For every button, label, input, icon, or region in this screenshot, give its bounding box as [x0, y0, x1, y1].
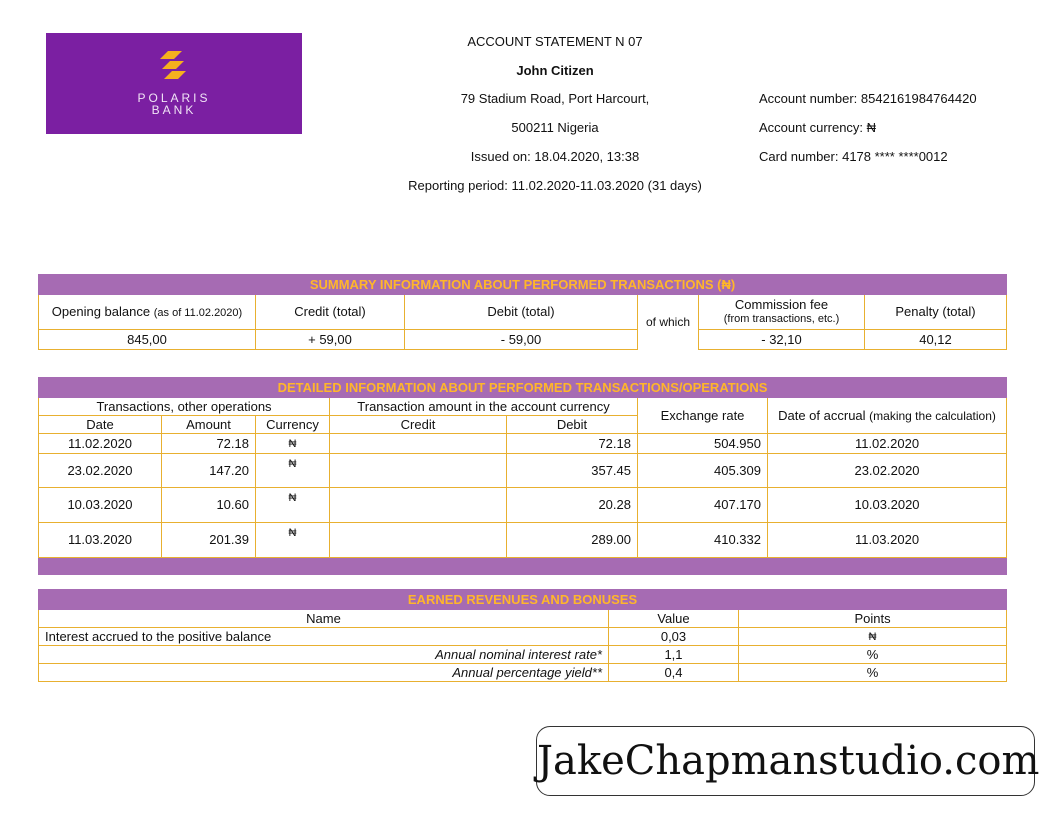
- row-credit: [330, 454, 507, 488]
- watermark-box: [536, 726, 1040, 796]
- row-credit: [330, 488, 507, 523]
- table-row: [39, 454, 1007, 488]
- earned-row-points: %: [739, 646, 1007, 664]
- row-debit: 72.18: [507, 434, 638, 454]
- earned-title: EARNED REVENUES AND BONUSES: [39, 590, 1007, 610]
- row-amount: 147.20: [162, 454, 256, 488]
- earned-row-value: 0,03: [609, 628, 739, 646]
- row-currency: ₦: [256, 523, 330, 558]
- row-currency: ₦: [256, 434, 330, 454]
- row-currency: ₦: [256, 454, 330, 488]
- exchange-rate-header: Exchange rate: [638, 398, 768, 434]
- reporting-period: Reporting period: 11.02.2020-11.03.2020 (31 days): [408, 178, 702, 193]
- col-value-header: Value: [609, 610, 739, 628]
- statement-title: ACCOUNT STATEMENT N 07: [467, 34, 643, 49]
- detailed-table: [38, 377, 1007, 575]
- opening-balance-value: 845,00: [39, 330, 256, 350]
- address-line2: 500211 Nigeria: [511, 120, 599, 135]
- table-row: [39, 628, 1007, 646]
- commission-label: Commission fee: [734, 297, 829, 312]
- earned-row-name: Annual nominal interest rate*: [39, 646, 609, 664]
- date-accrual-note: (making the calculation): [869, 408, 996, 423]
- earned-table: [38, 589, 1007, 682]
- row-accrual: 10.03.2020: [768, 488, 1007, 523]
- row-date: 11.02.2020: [39, 434, 162, 454]
- date-accrual-label: Date of accrual: [778, 407, 866, 423]
- ops-group-header: Transactions, other operations: [39, 398, 330, 416]
- col-currency-header: Currency: [256, 416, 330, 434]
- earned-row-name: Interest accrued to the positive balance: [39, 628, 609, 646]
- row-accrual: 11.03.2020: [768, 523, 1007, 558]
- row-credit: [330, 434, 507, 454]
- row-accrual: 11.02.2020: [768, 434, 1007, 454]
- col-date-header: Date: [39, 416, 162, 434]
- row-debit: 20.28: [507, 488, 638, 523]
- row-accrual: 23.02.2020: [768, 454, 1007, 488]
- commission-value: - 32,10: [699, 330, 865, 350]
- logo-text-line2: BANK: [151, 103, 197, 117]
- table-row: [39, 488, 1007, 523]
- of-which-label: of which: [645, 315, 691, 330]
- commission-header: [699, 295, 865, 330]
- detailed-title: DETAILED INFORMATION ABOUT PERFORMED TRANSACTIONS/OPERATIONS: [39, 378, 1007, 398]
- of-which-cell: [638, 295, 699, 350]
- opening-balance-label: Opening balance: [51, 303, 151, 319]
- opening-balance-header: [39, 295, 256, 330]
- row-rate: 410.332: [638, 523, 768, 558]
- penalty-value: 40,12: [865, 330, 1007, 350]
- earned-row-value: 1,1: [609, 646, 739, 664]
- debit-total-header: Debit (total): [405, 295, 638, 330]
- earned-row-name: Annual percentage yield**: [39, 664, 609, 682]
- penalty-header: Penalty (total): [865, 295, 1007, 330]
- credit-total-value: + 59,00: [256, 330, 405, 350]
- earned-row-points: ₦: [739, 628, 1007, 646]
- bank-logo: [46, 33, 302, 134]
- row-rate: 405.309: [638, 454, 768, 488]
- amount-group-header: Transaction amount in the account currency: [330, 398, 638, 416]
- table-row: [39, 646, 1007, 664]
- detailed-footer-bar: [39, 558, 1007, 575]
- logo-text-line1: POLARIS: [137, 91, 211, 105]
- row-date: 23.02.2020: [39, 454, 162, 488]
- row-amount: 10.60: [162, 488, 256, 523]
- commission-note: (from transactions, etc.): [723, 313, 840, 325]
- row-rate: 504.950: [638, 434, 768, 454]
- row-debit: 289.00: [507, 523, 638, 558]
- account-currency: Account currency: ₦: [759, 120, 877, 135]
- opening-balance-note: (as of 11.02.2020): [153, 306, 243, 319]
- row-date: 10.03.2020: [39, 488, 162, 523]
- row-date: 11.03.2020: [39, 523, 162, 558]
- credit-total-header: Credit (total): [256, 295, 405, 330]
- row-rate: 407.170: [638, 488, 768, 523]
- issued-on: Issued on: 18.04.2020, 13:38: [470, 149, 640, 164]
- date-accrual-header: [768, 398, 1007, 434]
- customer-name: John Citizen: [516, 63, 594, 78]
- row-currency: ₦: [256, 488, 330, 523]
- summary-title: SUMMARY INFORMATION ABOUT PERFORMED TRANSACTIONS (₦): [39, 275, 1007, 295]
- earned-row-value: 0,4: [609, 664, 739, 682]
- col-name-header: Name: [39, 610, 609, 628]
- table-row: [39, 434, 1007, 454]
- row-amount: 72.18: [162, 434, 256, 454]
- debit-total-value: - 59,00: [405, 330, 638, 350]
- col-debit-header: Debit: [507, 416, 638, 434]
- table-row: [39, 664, 1007, 682]
- polaris-bank-logo-icon: [158, 49, 188, 83]
- col-amount-header: Amount: [162, 416, 256, 434]
- card-number: Card number: 4178 **** ****0012: [759, 149, 948, 164]
- earned-row-points: %: [739, 664, 1007, 682]
- account-number: Account number: 8542161984764420: [759, 91, 977, 106]
- watermark-text: JakeChapmanstudio.com: [537, 738, 1040, 784]
- table-row: [39, 523, 1007, 558]
- summary-table: [38, 274, 1007, 350]
- col-credit-header: Credit: [330, 416, 507, 434]
- row-debit: 357.45: [507, 454, 638, 488]
- address-line1: 79 Stadium Road, Port Harcourt,: [460, 91, 650, 106]
- row-credit: [330, 523, 507, 558]
- col-points-header: Points: [739, 610, 1007, 628]
- row-amount: 201.39: [162, 523, 256, 558]
